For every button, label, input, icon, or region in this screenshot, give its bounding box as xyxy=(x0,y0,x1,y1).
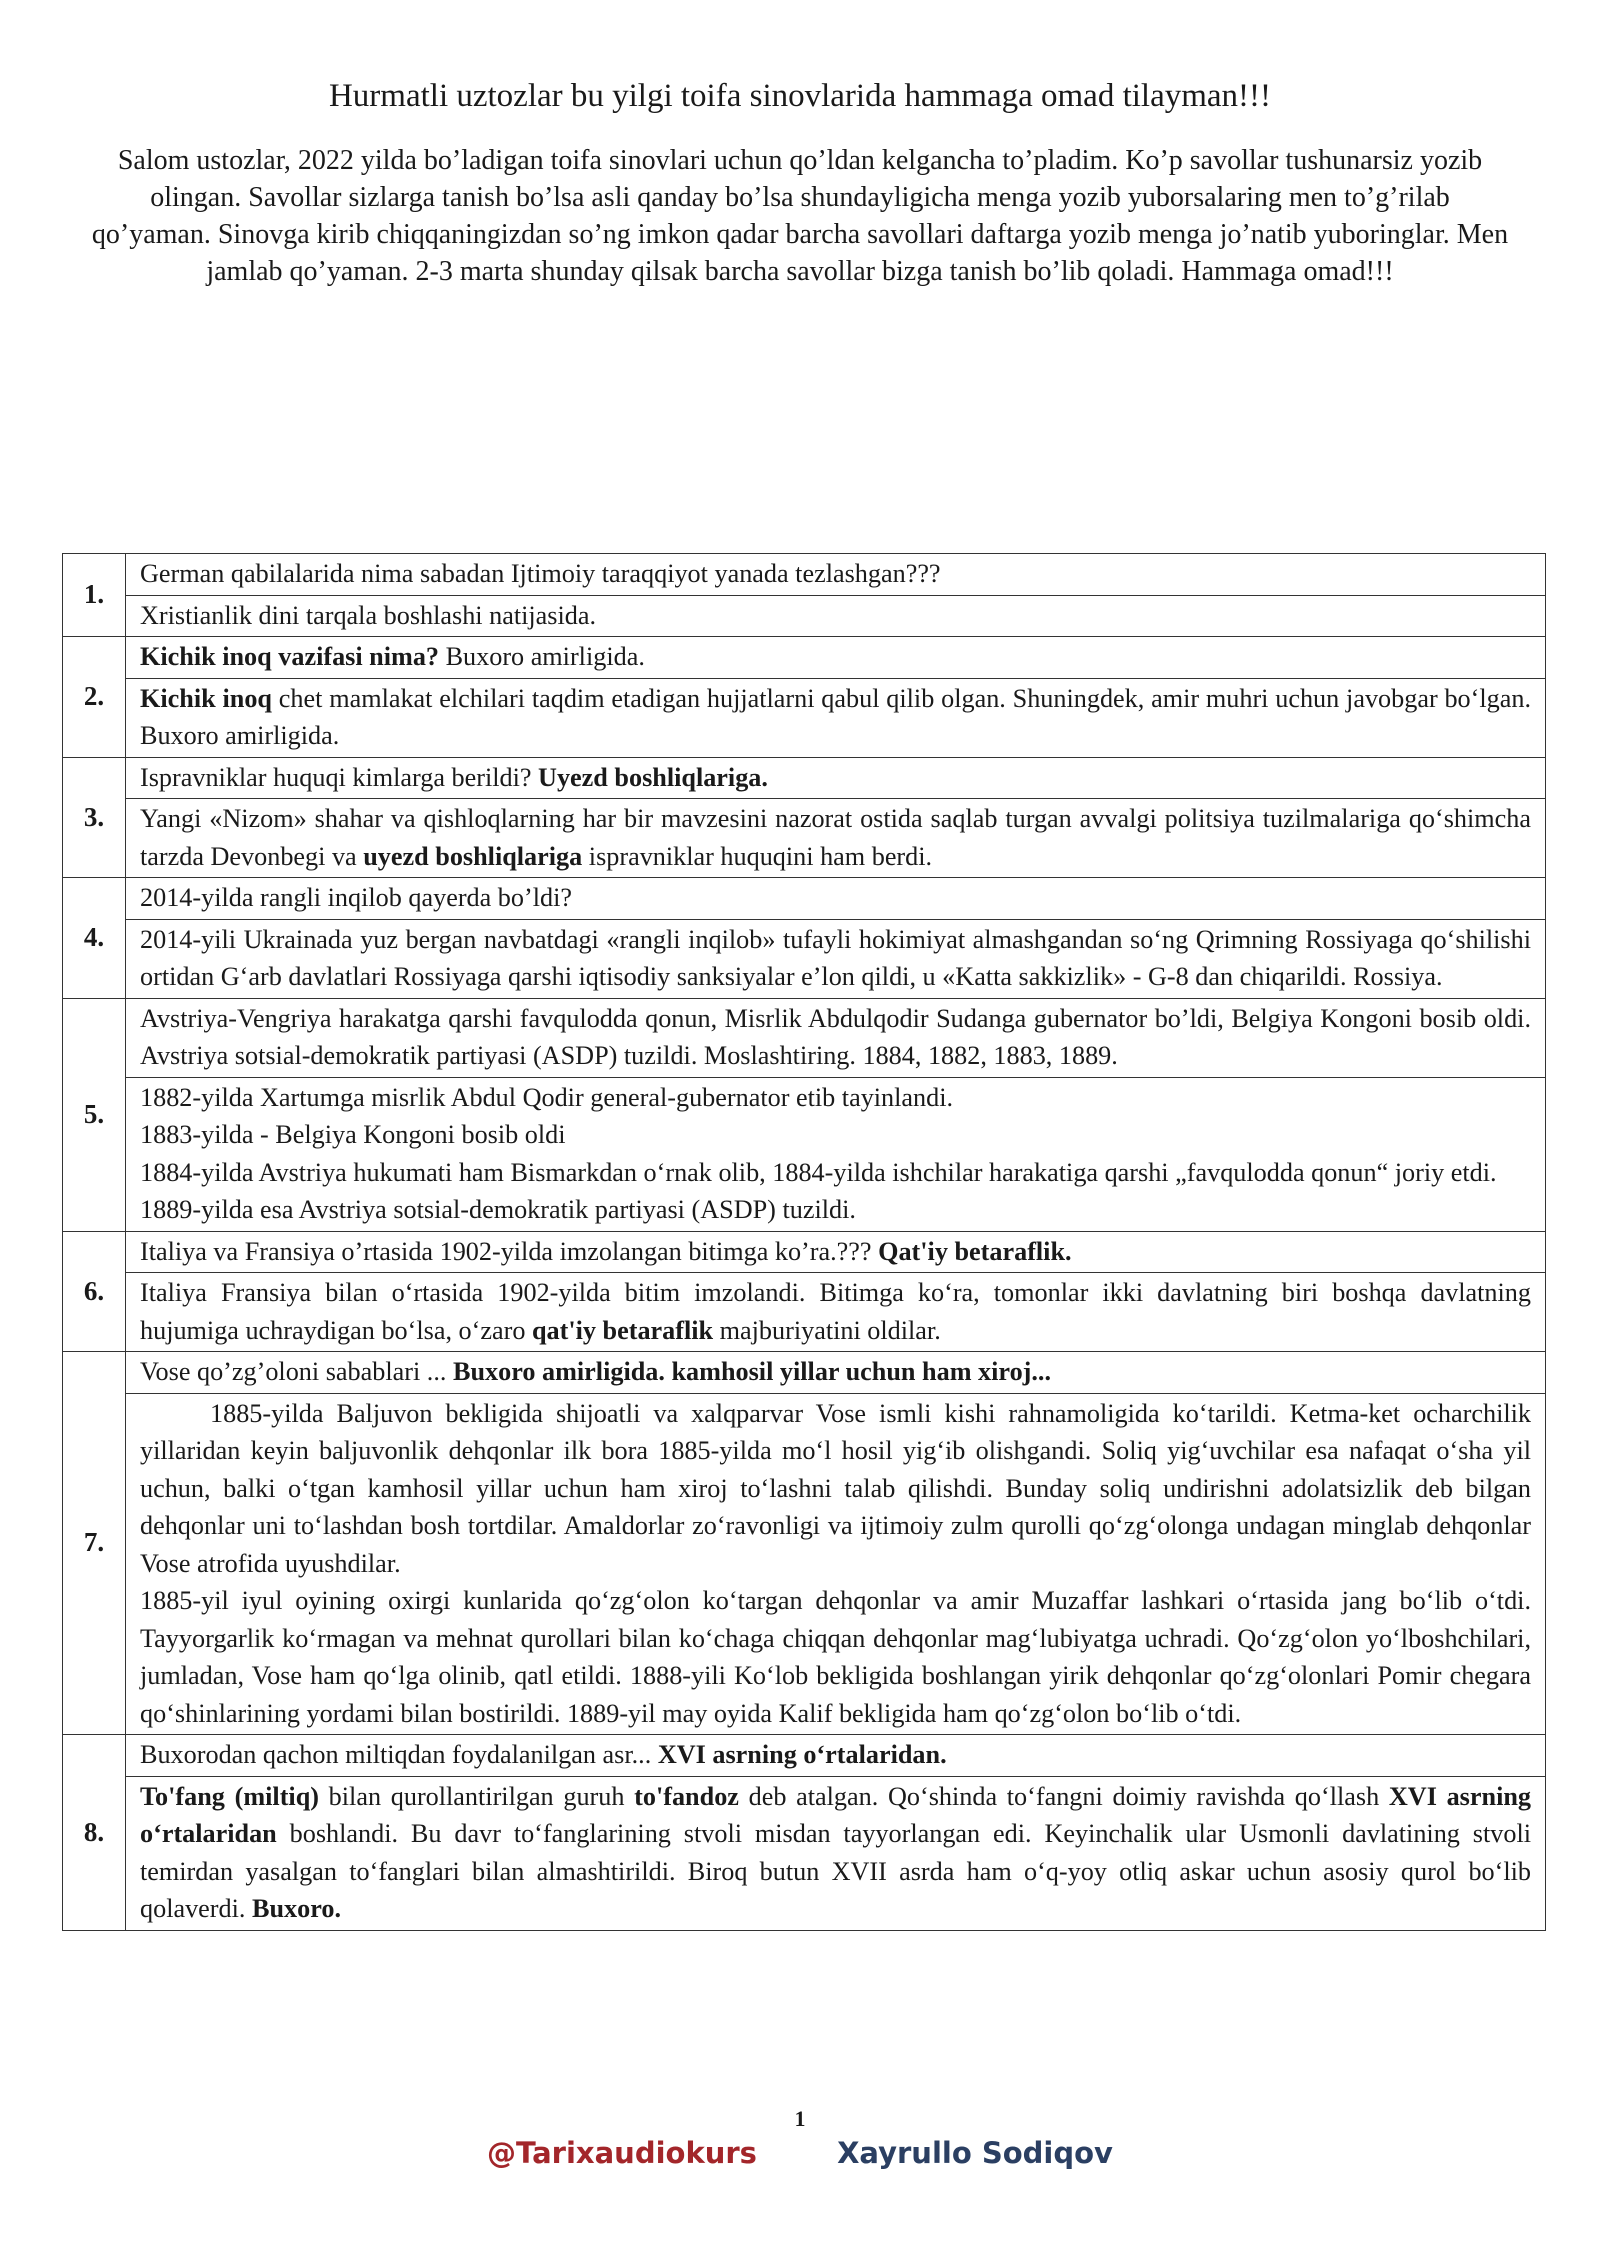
answer-row xyxy=(63,1273,1546,1352)
answer-text xyxy=(126,595,1546,637)
answer-row xyxy=(63,1776,1546,1930)
question-row xyxy=(63,1735,1546,1777)
text-run: Kichik inoq vazifasi nima? xyxy=(140,642,440,671)
answer-text xyxy=(126,678,1546,757)
text-run: uyezd boshliqlariga xyxy=(363,841,583,871)
question-number: 3. xyxy=(63,757,126,878)
page-title: Hurmatli uztozlar bu yilgi toifa sinovlarida hammaga omad tilayman!!! xyxy=(328,78,1272,114)
question-row xyxy=(63,554,1546,596)
text-run: to'fandoz xyxy=(634,1781,739,1811)
question-row xyxy=(63,998,1546,1077)
answer-row xyxy=(63,595,1546,637)
telegram-handle: @Tarixaudiokurs xyxy=(487,2136,757,2170)
question-text xyxy=(126,554,1546,596)
text-run: Kichik inoq xyxy=(140,683,272,713)
intro-paragraph: Salom ustozlar, 2022 yilda bo’ladigan toifa sinovlari uchun qo’ldan kelgancha to’pladim. Ko’p savollar tushunarsiz yozib olingan. Savollar sizlarga tanish bo’lsa asli qanday bo’lsa shundayligicha menga yozib yuborsalaring men to’g’rilab qo’yaman. Sinovga kirib chiqqaningizdan so’ng imkon qadar barcha savollari daftarga yozib menga jo’natib yuboringlar. Men jamlab qo’yaman. 2-3 marta shunday qilsak barcha savollar bizga tanish bo’lib qoladi. Hammaga omad!!! xyxy=(91,145,1509,287)
text-run: ispravniklar huquqini ham berdi. xyxy=(582,841,933,871)
question-number: 8. xyxy=(63,1735,126,1931)
text-run: Buxoro. xyxy=(252,1894,342,1923)
text-run: Ispravniklar huquqi kimlarga berildi? xyxy=(140,762,539,792)
text-run: chet mamlakat elchilari taqdim etadigan hujjatlarni qabul qilib olgan. Shuningdek, amir muhri uchun javobgar bo‘lgan. Buxoro amirligida. xyxy=(140,683,1532,750)
question-number: 5. xyxy=(63,998,126,1231)
question-row xyxy=(63,1352,1546,1394)
answer-row xyxy=(63,678,1546,757)
author-name: Xayrullo Sodiqov xyxy=(837,2136,1113,2170)
text-run: XVI asrning o‘rtalaridan. xyxy=(657,1740,947,1769)
answer-text xyxy=(126,1393,1546,1735)
answer-text xyxy=(126,1776,1546,1930)
question-number: 4. xyxy=(63,878,126,999)
answer-line: 1882-yilda Xartumga misrlik Abdul Qodir general-gubernator etib tayinlandi. xyxy=(140,1082,954,1112)
text-run: majburiyatini oldilar. xyxy=(713,1315,941,1345)
answer-text xyxy=(126,1273,1546,1352)
question-text xyxy=(126,1231,1546,1273)
question-text xyxy=(126,878,1546,920)
question-text xyxy=(126,998,1546,1077)
text-run: bilan qurollantirilgan guruh xyxy=(318,1781,635,1811)
text-run: 2014-yili Ukrainada yuz bergan navbatdagi «rangli inqilob» tufayli hokimiyat almashgandan so‘ng Qrimning Rossiyaga qo‘shilishi ortidan G‘arb davlatlari Rossiyaga qarshi iqtisodiy sanksiyalar e’lon qildi, u «Katta sakkizlik» - G-8 dan chiqarildi. Rossiya. xyxy=(140,924,1531,991)
footer xyxy=(0,2136,1600,2170)
text-run: Italiya Fransiya bilan o‘rtasida 1902-yilda bitim imzolandi. Bitimga ko‘ra, tomonlar ikki davlatning biri boshqa davlatning hujumiga uchraydigan bo‘lsa, o‘zaro xyxy=(140,1278,1531,1345)
answer-row xyxy=(63,1077,1546,1231)
answer-row xyxy=(63,919,1546,998)
question-text xyxy=(126,1352,1546,1394)
text-run: deb atalgan. Qo‘shinda to‘fangni doimiy ravishda qo‘llash xyxy=(738,1781,1389,1811)
text-run: qat'iy betaraflik xyxy=(531,1315,714,1345)
text-run: boshlandi. Bu davr to‘fanglarining stvoli misdan tayyorlangan edi. Keyinchalik ular Usmonli davlatining stvoli temirdan yasalgan to‘fanglari bilan almashtirildi. Biroq butun XVII asrda ham o‘q-yoy otliq askar uchun asosiy qurol bo‘lib qolaverdi. xyxy=(140,1819,1531,1923)
questions-table xyxy=(62,553,1546,1931)
question-row xyxy=(63,757,1546,799)
answer-line: 1883-yilda - Belgiya Kongoni bosib oldi xyxy=(140,1120,566,1149)
text-run: XVI asrning o‘rtalaridan xyxy=(140,1781,1531,1848)
answer-text xyxy=(126,799,1546,878)
question-row xyxy=(63,878,1546,920)
text-run: Vose qo’zg’oloni sabablari ... xyxy=(140,1357,453,1386)
question-text xyxy=(126,637,1546,679)
text-run: To'fang (miltiq) xyxy=(140,1781,319,1811)
answer-row xyxy=(63,1393,1546,1735)
question-text xyxy=(126,1735,1546,1777)
text-run: Qat'iy betaraflik. xyxy=(878,1236,1072,1266)
text-run: Avstriya-Vengriya harakatga qarshi favqulodda qonun, Misrlik Abdulqodir Sudanga gubernator bo’ldi, Belgiya Kongoni bosib oldi. Avstriya sotsial-demokratik partiyasi (ASDP) tuzildi. Moslashtiring. 1884, 1882, 1883, 1889. xyxy=(140,1003,1531,1070)
page-number: 1 xyxy=(794,2106,806,2131)
question-number: 7. xyxy=(63,1352,126,1735)
answer-line: 1884-yilda Avstriya hukumati ham Bismarkdan o‘rnak olib, 1884-yilda ishchilar harakatiga qarshi „favqulodda qonun“ joriy etdi. xyxy=(140,1157,1497,1187)
answer-text xyxy=(126,1077,1546,1231)
text-run: 2014-yilda rangli inqilob qayerda bo’ldi? xyxy=(140,883,572,912)
question-number: 1. xyxy=(63,554,126,637)
text-run: Buxorodan qachon miltiqdan foydalanilgan asr... xyxy=(140,1740,658,1769)
question-row xyxy=(63,1231,1546,1273)
answer-line: 1889-yilda esa Avstriya sotsial-demokratik partiyasi (ASDP) tuzildi. xyxy=(140,1195,856,1224)
question-text xyxy=(126,757,1546,799)
text-run: Uyezd boshliqlariga. xyxy=(538,762,768,792)
text-run: Italiya va Fransiya o’rtasida 1902-yilda imzolangan bitimga ko’ra.??? xyxy=(140,1236,879,1266)
question-number: 2. xyxy=(63,637,126,758)
question-number: 6. xyxy=(63,1231,126,1352)
text-run: Xristianlik dini tarqala boshlashi natijasida. xyxy=(140,600,597,630)
text-run: Buxoro amirligida. xyxy=(439,642,645,671)
text-run: Yangi «Nizom» shahar va qishloqlarning har bir mavzesini nazorat ostida saqlab turgan avvalgi politsiya tuzilmalariga qo‘shimcha tarzda Devonbegi va xyxy=(140,804,1531,871)
answer-row xyxy=(63,799,1546,878)
answer-line: 1885-yil iyul oyining oxirgi kunlarida qo‘zg‘olon ko‘targan dehqonlar va amir Muzaffar lashkari o‘rtasida jang bo‘lib o‘tdi. Tayyorgarlik ko‘rmagan va mehnat qurollari bilan ko‘chaga chiqqan dehqonlar mag‘lubiyatga uchradi. Qo‘zg‘olon yo‘lboshchilari, jumladan, Vose ham qo‘lga olinib, qatl etildi. 1888-yili Ko‘lob bekligida boshlangan yirik dehqonlar qo‘zg‘olonlari Pomir chegara qo‘shinlarining yordami bilan bostirildi. 1889-yil may oyida Kalif bekligida ham qo‘zg‘olon bo‘lib o‘tdi. xyxy=(140,1586,1531,1728)
text-run: Buxoro amirligida. kamhosil yillar uchun ham xiroj... xyxy=(452,1357,1052,1386)
answer-line: 1885-yilda Baljuvon bekligida shijoatli va xalqparvar Vose ismli kishi rahnamoligida ko‘tarildi. Ketma-ket ocharchilik yillaridan keyin baljuvonlik dehqonlar ilk bora 1885-yilda mo‘l hosil yig‘ib olishgandi. Soliq yig‘uvchilar esa nafaqat o‘sha yil uchun, balki o‘tgan kamhosil yillar uchun ham xiroj to‘lashni talab qilishdi. Bunday soliq undirishni adolatsizlik deb bilgan dehqonlar uni to‘lashdan bosh tortdilar. Amaldorlar zo‘ravonligi va ijtimoiy zulm qurolli qo‘zg‘olonga undagan minglab dehqonlar Vose atrofida uyushdilar. xyxy=(140,1398,1531,1578)
text-run: German qabilalarida nima sabadan Ijtimoiy taraqqiyot yanada tezlashgan??? xyxy=(140,559,941,588)
answer-text xyxy=(126,919,1546,998)
question-row xyxy=(63,637,1546,679)
